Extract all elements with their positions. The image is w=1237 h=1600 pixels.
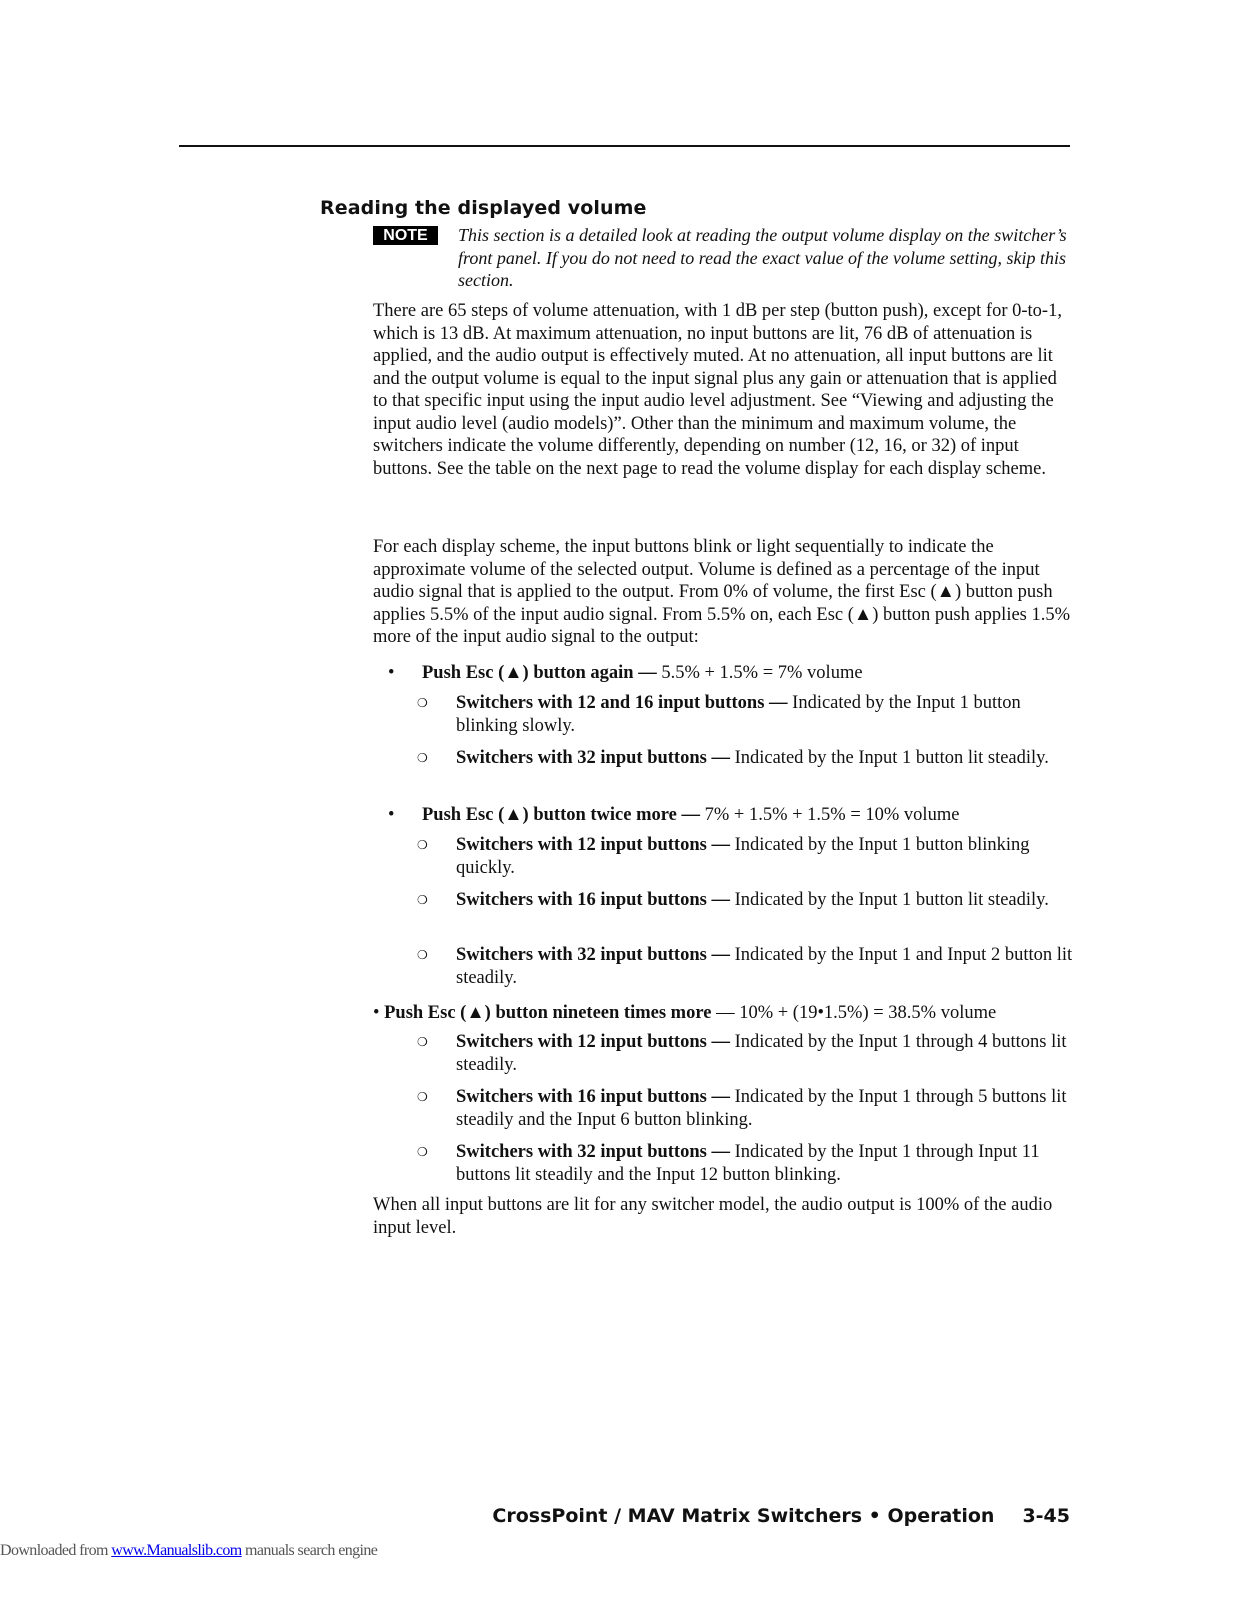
sub-bullet-title: Switchers with 16 input buttons — <box>456 890 730 910</box>
sub-bullet-text: Indicated by the Input 1 button blinking quickly. <box>456 835 1030 878</box>
sub-bullet-item <box>456 1086 1073 1131</box>
download-prefix: Downloaded from <box>0 1542 112 1559</box>
bullet-item <box>388 804 1078 827</box>
sub-bullet-text: Indicated by the Input 1 button lit steadily. <box>729 890 1049 910</box>
sub-bullet-title: Switchers with 12 input buttons — <box>456 1032 730 1052</box>
sub-bullet-item <box>456 834 1073 879</box>
sub-bullet-text: Indicated by the Input 1 through 4 buttons lit steadily. <box>456 1032 1067 1075</box>
sub-bullet-marker: ❍ <box>417 893 428 907</box>
sub-bullet-item <box>456 1141 1073 1186</box>
sub-bullet-title: Switchers with 32 input buttons — <box>456 1142 730 1162</box>
sub-bullet-title: Switchers with 16 input buttons — <box>456 1087 730 1107</box>
sub-bullet-marker: ❍ <box>417 1145 428 1159</box>
sub-bullet-marker: ❍ <box>417 1035 428 1049</box>
bullet-title: Push Esc (▲) button nineteen times more <box>384 1003 712 1023</box>
note-text: This section is a detailed look at reading the output volume display on the switcher’s front panel. If you do not need to read the exact value of the volume setting, skip this section. <box>458 225 1067 290</box>
footer-title: CrossPoint / MAV Matrix Switchers • Operation <box>492 1505 995 1527</box>
bullet-marker: • <box>388 663 395 683</box>
sub-bullet-marker: ❍ <box>417 696 428 710</box>
sub-bullet-item <box>456 747 1073 770</box>
bullet-title: Push Esc (▲) button twice more — <box>422 805 700 825</box>
sub-bullet-text: Indicated by the Input 1 through Input 11 buttons lit steadily and the Input 12 button blinking. <box>456 1142 1040 1185</box>
sub-bullet-text: Indicated by the Input 1 and Input 2 button lit steadily. <box>456 945 1073 988</box>
section-heading: Reading the displayed volume <box>320 197 647 219</box>
download-notice <box>0 1542 377 1560</box>
body-paragraph: For each display scheme, the input buttons blink or light sequentially to indicate the approximate volume of the selected output. Volume is defined as a percentage of the input audio signal that is applied to the output. From 0% of volume, the first Esc (▲) button push applies 5.5% of the input audio signal. From 5.5% on, each Esc (▲) button push applies 1.5% more of the input audio signal to the output: <box>373 537 1071 647</box>
sub-bullet-item <box>456 1031 1073 1076</box>
page-footer <box>492 1505 1070 1527</box>
bullet-text: 5.5% + 1.5% = 7% volume <box>656 663 863 683</box>
manualslib-link[interactable]: www.Manualslib.com <box>111 1542 242 1559</box>
page-number: 3-45 <box>1022 1505 1070 1527</box>
sub-bullet-item <box>456 692 1073 737</box>
sub-bullet-text: Indicated by the Input 1 button blinking slowly. <box>456 693 1021 736</box>
sub-bullet-item <box>456 889 1073 912</box>
bullet-text: 7% + 1.5% + 1.5% = 10% volume <box>699 805 960 825</box>
sub-bullet-title: Switchers with 32 input buttons — <box>456 748 730 768</box>
sub-bullet-title: Switchers with 32 input buttons — <box>456 945 730 965</box>
bullet-marker: • <box>373 1003 380 1023</box>
sub-bullet-text: Indicated by the Input 1 button lit steadily. <box>729 748 1049 768</box>
note-badge: NOTE <box>373 226 438 245</box>
header-rule <box>179 145 1070 147</box>
bullet-marker: • <box>388 805 395 825</box>
sub-bullet-title: Switchers with 12 and 16 input buttons — <box>456 693 788 713</box>
bullet-item <box>388 662 1078 685</box>
sub-bullet-marker: ❍ <box>417 1090 428 1104</box>
bullet-title: Push Esc (▲) button again — <box>422 663 657 683</box>
sub-bullet-marker: ❍ <box>417 948 428 962</box>
sub-bullet-item <box>456 944 1073 989</box>
sub-bullet-marker: ❍ <box>417 838 428 852</box>
body-paragraph: There are 65 steps of volume attenuation, with 1 dB per step (button push), except for 0-to-1, which is 13 dB. At maximum attenuation, no input buttons are lit, 76 dB of attenuation is applied, and the audio output is effectively muted. At no attenuation, all input buttons are lit and the output volume is equal to the input signal plus any gain or attenuation that is applied to that specific input using the input audio level adjustment. See “Viewing and adjusting the input audio level (audio models)”. Other than the minimum and maximum volume, the switchers indicate the volume differently, depending on number (12, 16, or 32) of input buttons. See the table on the next page to read the volume display for each display scheme. <box>373 301 1062 479</box>
sub-bullet-title: Switchers with 12 input buttons — <box>456 835 730 855</box>
sub-bullet-marker: ❍ <box>417 751 428 765</box>
sub-bullet-text: Indicated by the Input 1 through 5 buttons lit steadily and the Input 6 button blinking. <box>456 1087 1067 1130</box>
bullet-text: — 10% + (19•1.5%) = 38.5% volume <box>711 1003 997 1023</box>
bullet-item <box>373 1002 1078 1025</box>
body-paragraph: When all input buttons are lit for any switcher model, the audio output is 100% of the audio input level. <box>373 1195 1053 1238</box>
download-suffix: manuals search engine <box>241 1542 378 1559</box>
